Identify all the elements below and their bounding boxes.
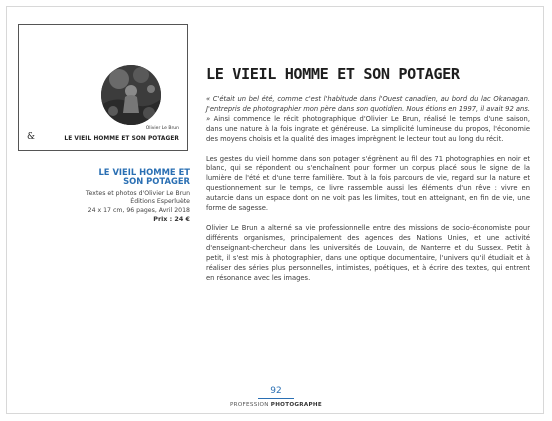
book-info-title-line1: LE VIEIL HOMME ET	[98, 167, 190, 177]
article-body	[206, 95, 530, 293]
cover-author: Olivier Le Brun	[145, 126, 179, 131]
book-price: Prix : 24 €	[153, 215, 190, 224]
article-intro-text: Ainsi commence le récit photographique d'Olivier Le Brun, réalisé le temps d'une saison, dans une nature à la fois ingrate et généreuse. La simplicité lumineuse du propos, l'économie des moyens choisis et la qualité des images imprègnent le lecteur tout au long du récit.	[206, 114, 530, 143]
book-cover	[18, 24, 188, 151]
cover-photo	[101, 65, 161, 125]
book-credits: Textes et photos d'Olivier Le Brun	[85, 189, 190, 197]
publisher-logo: &	[27, 132, 36, 142]
book-info	[40, 168, 190, 224]
article-paragraph	[206, 95, 530, 145]
magazine-brand-right: PHOTOGRAPHE	[270, 402, 323, 408]
article-paragraph: Les gestes du vieil homme dans son potager s'égrènent au fil des 71 photographies en noir et blanc, qui se répondent ou s'enchaînent pour former un corpus placé sous le signe de la lumière de l'été et d'une terre familière. Tout à la fois parcours de vie, regard sur la nature et questionnement sur le temps, ce livre rassemble aussi les éléments d'un rêve : vivre en autarcie dans un espace dont on ne voit pas les limites, tout en atteignant, en fin de vie, une forme de sagesse.	[206, 154, 530, 213]
magazine-brand	[0, 402, 552, 408]
page-number-rule	[258, 398, 294, 399]
book-info-title-line2: SON POTAGER	[123, 176, 190, 187]
article-paragraph: Olivier Le Brun a alterné sa vie professionnelle entre des missions de socio-économiste pour différents organismes, principalement des agences des Nations Unies, et une activité d'enseignant-chercheur dans les universités de Louvain, de Nanterre et du Sussex. Petit à petit, il s'est mis à photographier, dans une optique documentaire, l'univers qu'il étudiait et à réaliser des séries plus personnelles, intimistes, poétiques, et à écrire des textes, qui entrent en résonance avec les images.	[206, 223, 530, 282]
cover-photo-image	[101, 65, 161, 125]
cover-title: LE VIEIL HOMME ET SON POTAGER	[64, 136, 179, 142]
article-title: LE VIEIL HOMME ET SON POTAGER	[206, 65, 460, 83]
magazine-brand-left: PROFESSION	[229, 402, 271, 408]
book-publisher: Éditions Esperluète	[130, 198, 190, 206]
book-specs: 24 x 17 cm, 96 pages, Avril 2018	[87, 206, 190, 214]
book-info-title	[40, 168, 190, 187]
article-quote: « C'était un bel été, comme c'est l'habitude dans l'Ouest canadien, au bord du lac Okanagan. J'entrepris de photographier mon père dans son quotidien. Nous étions en 1997, il avait 92 ans. »	[206, 95, 530, 123]
page-number: 92	[270, 386, 282, 396]
